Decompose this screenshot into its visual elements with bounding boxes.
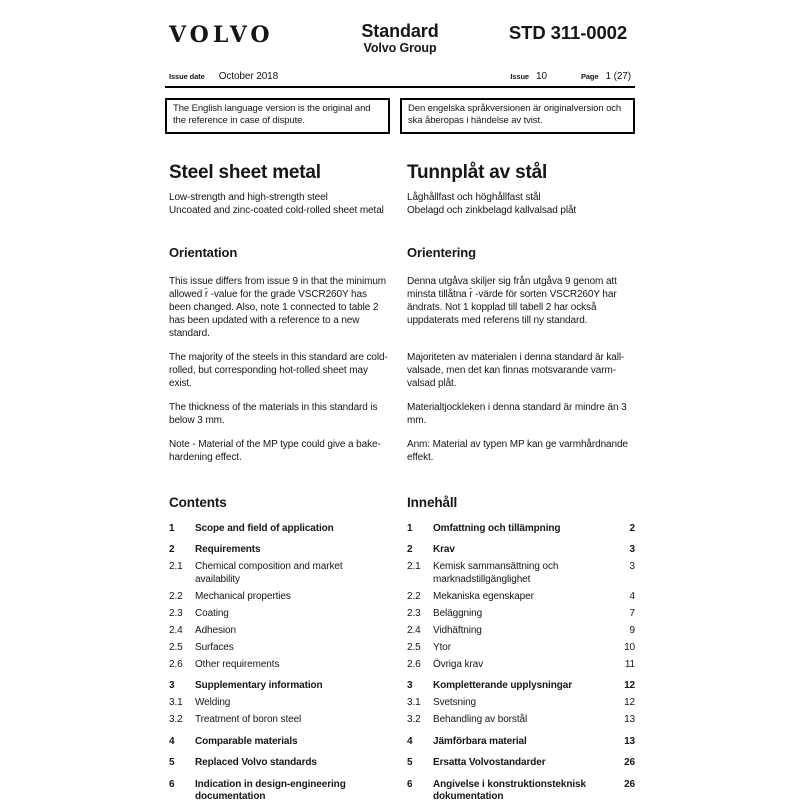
toc-item-sv-2-3 <box>407 608 635 621</box>
toc-item-number: 3.2 <box>169 714 183 726</box>
toc-item-page: 13 <box>624 714 635 726</box>
orientation-paragraph-en-1: This issue differs from issue 9 in that the minimum allowed r̄ -value for the grade VSCR260Y has been changed. Also, note 1 connected to table 2 has been updated with a reference to a new standard. <box>169 275 387 339</box>
doc-subtitle2-sv: Obelagd och zinkbelagd kallvalsad plåt <box>407 204 577 216</box>
toc-item-number: 2.4 <box>407 624 421 636</box>
toc-item-page: 7 <box>629 607 635 619</box>
toc-item-label: Chemical composition and market availability <box>195 561 343 585</box>
page-number-value: 1 (27) <box>605 70 631 82</box>
toc-item-sv-3-1 <box>407 697 635 710</box>
toc-item-label: Krav <box>433 544 455 556</box>
toc-item-page: 9 <box>629 624 635 636</box>
toc-item-sv-3-2 <box>407 714 635 727</box>
orientation-paragraph-en-4: Note - Material of the MP type could give a bake-hardening effect. <box>169 438 381 463</box>
doc-title-en: Steel sheet metal <box>169 161 321 183</box>
issue-number-pair <box>510 71 547 82</box>
toc-item-number: 1 <box>407 522 413 534</box>
toc-item-number: 2.3 <box>407 607 421 619</box>
toc-item-sv-2 <box>407 544 635 557</box>
toc-item-label: Comparable materials <box>195 735 298 747</box>
toc-item-label: Övriga krav <box>433 658 484 670</box>
masthead-center <box>322 22 479 55</box>
toc-item-label: Welding <box>195 697 231 709</box>
toc-heading-sv: Innehåll <box>407 494 458 510</box>
toc-item-page: 4 <box>629 590 635 602</box>
toc-item-label: Indication in design-engineering documentation <box>195 778 346 803</box>
toc-item-number: 2.6 <box>407 658 421 670</box>
toc-item-label: Kompletterande upplysningar <box>433 680 572 692</box>
doc-subtitle1-sv: Låghållfast och höghållfast stål <box>407 191 541 203</box>
toc-item-number: 3 <box>407 680 413 692</box>
toc-item-en-4 <box>169 736 390 749</box>
toc-item-number: 2.4 <box>169 624 183 636</box>
toc-item-en-5 <box>169 757 390 770</box>
toc-item-label: Ytor <box>433 641 451 653</box>
toc-item-page: 3 <box>629 561 635 573</box>
toc-item-number: 2.2 <box>169 590 183 602</box>
toc-item-label: Other requirements <box>195 658 280 670</box>
toc-item-number: 5 <box>169 757 175 769</box>
orientation-paragraph-sv-2: Majoriteten av materialen i denna standard är kall-valsade, men det kan finnas motsvarande varm-valsad plåt. <box>407 351 625 389</box>
toc-item-en-2-5 <box>169 642 390 655</box>
toc-item-number: 2.5 <box>407 641 421 653</box>
toc-item-number: 6 <box>169 778 175 790</box>
volvo-logo: VOLVO <box>169 22 274 48</box>
toc-item-page: 26 <box>624 778 635 790</box>
toc-item-sv-2-1 <box>407 561 635 586</box>
toc-item-label: Beläggning <box>433 607 483 619</box>
body-columns <box>165 162 635 808</box>
toc-item-label: Adhesion <box>195 624 236 636</box>
toc-item-number: 5 <box>407 757 413 769</box>
toc-item-label: Kemisk sammansättning och marknadstillgänglighet <box>433 561 559 585</box>
toc-item-label: Svetsning <box>433 697 477 709</box>
toc-item-label: Treatment of boron steel <box>195 714 302 726</box>
toc-item-label: Vidhäftning <box>433 624 482 636</box>
toc-item-label: Surfaces <box>195 641 234 653</box>
toc-item-number: 3.1 <box>407 697 421 709</box>
issue-number-value: 10 <box>536 70 547 82</box>
toc-item-sv-2-6 <box>407 659 635 672</box>
toc-item-page: 11 <box>624 658 635 670</box>
orientation-paragraph-sv-3: Materialtjockleken i denna standard är mindre än 3 mm. <box>407 401 627 426</box>
toc-item-number: 2.1 <box>407 561 421 573</box>
toc-item-label: Scope and field of application <box>195 522 334 534</box>
toc-item-sv-4 <box>407 736 635 749</box>
title-block-en <box>165 162 390 217</box>
org-label: Volvo Group <box>363 40 437 55</box>
toc-item-sv-2-4 <box>407 625 635 638</box>
toc-item-number: 4 <box>407 735 413 747</box>
toc-item-label: Coating <box>195 607 229 619</box>
toc-item-page: 12 <box>624 697 635 709</box>
toc-item-number: 3 <box>169 680 175 692</box>
toc-item-number: 2 <box>169 544 175 556</box>
toc-item-sv-6 <box>407 779 635 804</box>
toc-item-page: 3 <box>629 544 635 556</box>
toc-item-en-6 <box>169 779 390 804</box>
toc-item-en-2-6 <box>169 659 390 672</box>
toc-item-en-3 <box>169 680 390 693</box>
masthead-left <box>165 22 322 48</box>
toc-item-number: 2.1 <box>169 561 183 573</box>
notice-row <box>165 98 635 134</box>
document-page <box>165 0 635 808</box>
section-heading-orientation-en: Orientation <box>169 244 238 260</box>
toc-item-en-2 <box>169 544 390 557</box>
issue-page-group <box>510 71 635 82</box>
issue-date-group <box>165 71 278 82</box>
issue-row <box>165 71 635 88</box>
issue-date-label: Issue date <box>169 71 205 81</box>
toc-item-number: 2.5 <box>169 641 183 653</box>
toc-item-number: 4 <box>169 735 175 747</box>
toc-item-number: 6 <box>407 778 413 790</box>
toc-item-label: Supplementary information <box>195 680 323 692</box>
toc-item-label: Angivelse i konstruktionsteknisk dokumentation <box>433 778 586 803</box>
toc-item-en-1 <box>169 523 390 536</box>
toc-item-sv-3 <box>407 680 635 693</box>
toc-item-number: 3.2 <box>407 714 421 726</box>
page-number-pair <box>581 71 631 82</box>
toc-item-label: Jämförbara material <box>433 735 527 747</box>
toc-item-page: 12 <box>624 680 635 692</box>
doc-number: STD 311-0002 <box>508 22 628 43</box>
doc-subtitle2-en: Uncoated and zinc-coated cold-rolled sheet metal <box>169 204 384 216</box>
toc-en <box>165 523 390 808</box>
toc-item-label: Mechanical properties <box>195 590 291 602</box>
page-number-label: Page <box>580 71 599 81</box>
toc-item-sv-1 <box>407 523 635 536</box>
toc-item-label: Requirements <box>195 544 261 556</box>
toc-item-number: 2.3 <box>169 607 183 619</box>
toc-item-number: 2 <box>407 544 413 556</box>
toc-item-number: 2.6 <box>169 658 183 670</box>
notice-box-sv: Den engelska språkversionen är originalversion och ska åberopas i händelse av tvist. <box>400 98 635 134</box>
toc-item-sv-2-5 <box>407 642 635 655</box>
title-block-sv <box>405 162 635 217</box>
toc-item-en-2-4 <box>169 625 390 638</box>
toc-item-label: Mekaniska egenskaper <box>433 590 534 602</box>
toc-sv <box>405 523 635 808</box>
toc-item-en-3-1 <box>169 697 390 710</box>
toc-item-label: Behandling av borstål <box>433 714 528 726</box>
toc-item-label: Ersatta Volvostandarder <box>433 757 546 769</box>
masthead-right <box>478 22 635 44</box>
toc-heading-en: Contents <box>169 494 227 510</box>
toc-item-page: 10 <box>624 641 635 653</box>
toc-item-en-3-2 <box>169 714 390 727</box>
doc-subtitle1-en: Low-strength and high-strength steel <box>169 191 328 203</box>
toc-item-label: Omfattning och tillämpning <box>433 522 561 534</box>
toc-item-en-2-1 <box>169 561 390 586</box>
doc-type-label: Standard <box>361 21 439 41</box>
toc-item-sv-2-2 <box>407 591 635 604</box>
orientation-paragraph-en-2: The majority of the steels in this standard are cold-rolled, but corresponding hot-rolled sheet may exist. <box>169 351 388 389</box>
toc-item-en-2-2 <box>169 591 390 604</box>
issue-number-label: Issue <box>510 71 529 81</box>
toc-item-page: 13 <box>624 735 635 747</box>
toc-item-sv-5 <box>407 757 635 770</box>
notice-box-en: The English language version is the original and the reference in case of dispute. <box>165 98 390 134</box>
doc-title-sv: Tunnplåt av stål <box>407 161 548 183</box>
orientation-paragraph-sv-4: Anm: Material av typen MP kan ge varmhårdnande effekt. <box>407 438 628 463</box>
toc-item-page: 2 <box>629 522 635 534</box>
issue-date-value: October 2018 <box>218 70 279 82</box>
masthead <box>165 22 635 55</box>
toc-item-number: 1 <box>169 522 175 534</box>
orientation-paragraph-en-3: The thickness of the materials in this standard is below 3 mm. <box>169 401 378 426</box>
toc-item-number: 2.2 <box>407 590 421 602</box>
toc-item-number: 3.1 <box>169 697 183 709</box>
toc-item-en-2-3 <box>169 608 390 621</box>
toc-item-page: 26 <box>624 757 635 769</box>
section-heading-orientation-sv: Orientering <box>407 244 476 260</box>
toc-item-label: Replaced Volvo standards <box>195 757 317 769</box>
orientation-paragraph-sv-1: Denna utgåva skiljer sig från utgåva 9 genom att minsta tillåtna r̄ -värde för sorten VSCR260Y har ändrats. Not 1 kopplad till tabell 2 har också uppdaterats med referens till ny standard. <box>407 275 617 326</box>
